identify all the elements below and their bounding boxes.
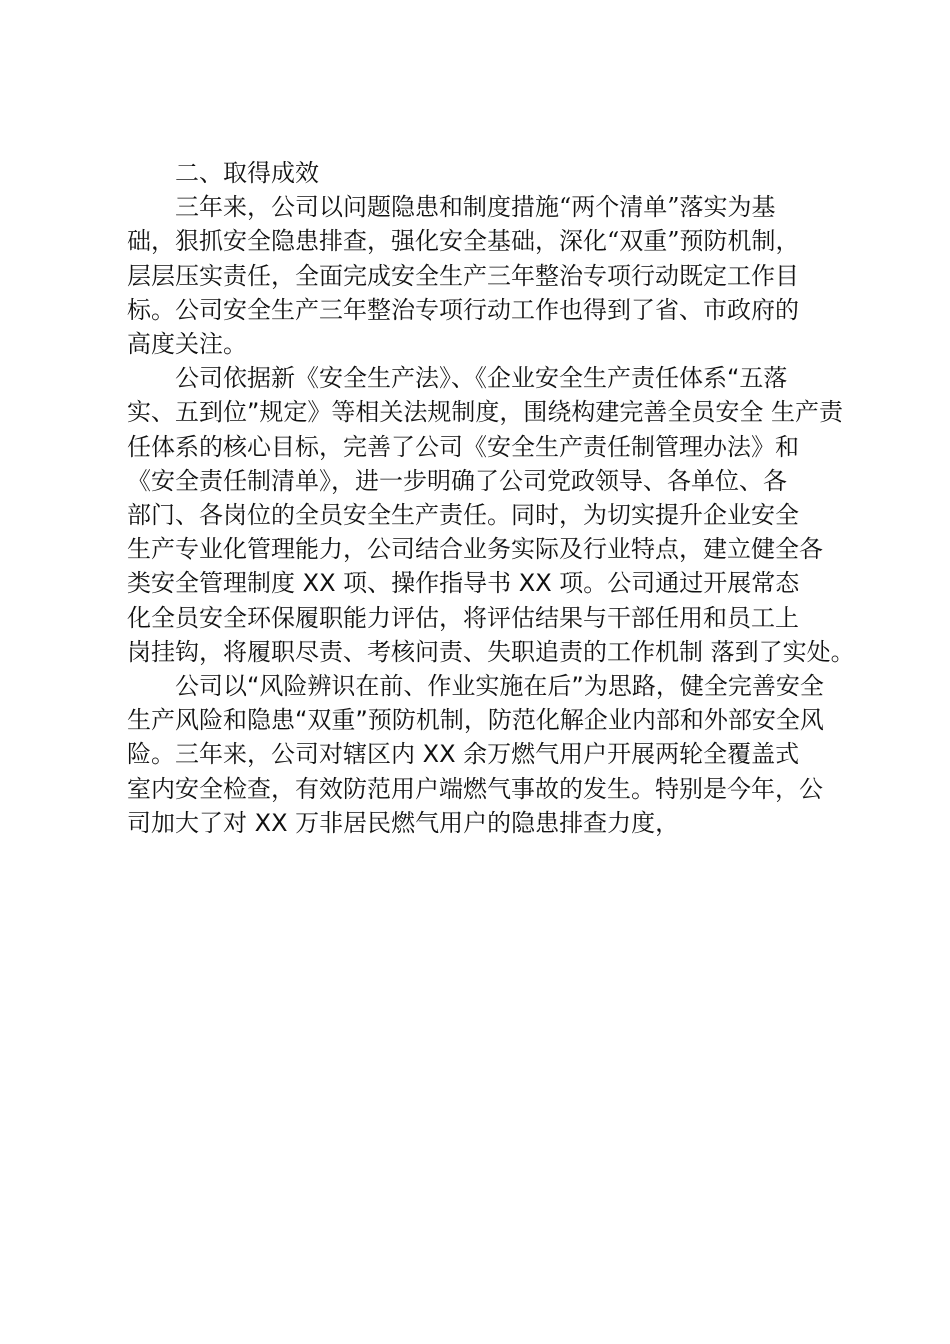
paragraph-line: 岗挂钩，将履职尽责、考核问责、失职追责的工作机制 落到了实处。 [127,637,855,666]
paragraph-line: 标。公司安全生产三年整治专项行动工作也得到了省、市政府的 [127,295,799,324]
paragraph-line: 高度关注。 [127,330,247,359]
document-body [127,156,855,840]
paragraph-line: 层层压实责任，全面完成安全生产三年整治专项行动既定工作目 [127,261,799,290]
paragraph-line: 公司依据新《安全生产法》、《企业安全生产责任体系“五落 [175,364,788,393]
paragraph-line: 公司以“风险辨识在前、作业实施在后”为思路，健全完善安全 [175,672,824,701]
paragraph-line: 任体系的核心目标，完善了公司《安全生产责任制管理办法》和 [127,432,799,461]
paragraph-line: 《安全责任制清单》，进一步明确了公司党政领导、各单位、各 [127,466,787,495]
section-heading: 二、取得成效 [175,159,319,187]
paragraph-line: 司加大了对 XX 万非居民燃气用户的隐患排查力度， [127,808,680,837]
paragraph-line: 室内安全检查，有效防范用户端燃气事故的发生。特别是今年，公 [127,774,823,803]
paragraph-line: 部门、各岗位的全员安全生产责任。同时，为切实提升企业安全 [127,501,799,530]
paragraph-line: 险。三年来，公司对辖区内 XX 余万燃气用户开展两轮全覆盖式 [127,740,800,769]
paragraph-line: 生产专业化管理能力，公司结合业务实际及行业特点，建立健全各 [127,535,823,564]
paragraph-line: 化全员安全环保履职能力评估，将评估结果与干部任用和员工上 [127,603,799,632]
paragraph-line: 实、五到位”规定》等相关法规制度，围绕构建完善全员安全 生产责 [127,398,844,427]
paragraph-line: 础，狠抓安全隐患排查，强化安全基础，深化“双重”预防机制， [127,227,800,256]
paragraph-risk-prevention [127,669,847,840]
paragraph-responsibility-system [127,361,855,669]
paragraph-line: 类安全管理制度 XX 项、操作指导书 XX 项。公司通过开展常态 [127,569,800,598]
paragraph-line: 生产风险和隐患“双重”预防机制，防范化解企业内部和外部安全风 [127,706,824,735]
paragraph-line: 三年来，公司以问题隐患和制度措施“两个清单”落实为基 [175,193,776,222]
paragraph-achievements-overview [127,190,847,361]
